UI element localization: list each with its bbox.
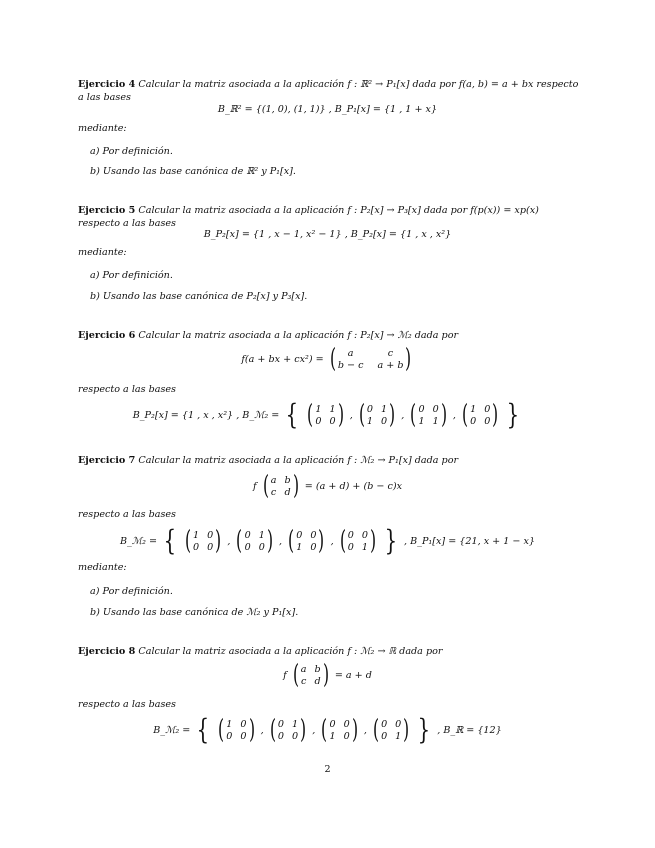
basis-matrix: ( 0 0 1 1 ) [410, 400, 447, 430]
ex6-respecto: respecto a las bases [78, 384, 176, 395]
basis-matrix: ( 1 0 0 0 ) [461, 400, 499, 430]
ex4-item-a: a) Por definición. [90, 146, 173, 157]
ex7-bases: B_ℳ₂ = { ( 1 0 0 0 ) , ( 0 1 0 0 ) , ( 0 0 1 0 ) , ( 0 0 0 1 ) } , B_P₁[x] = {21, x + 1 − x} [119, 524, 535, 557]
ex4-item-b: b) Usando las base canónica de ℝ² y P₁[x]. [90, 166, 296, 177]
ex4-mediante: mediante: [78, 123, 127, 134]
ex8-respecto: respecto a las bases [78, 699, 176, 710]
ex8-basis-lhs: B_ℳ₂ = [153, 724, 191, 736]
ex7-mediante: mediante: [78, 562, 127, 573]
ex8-statement [78, 645, 583, 658]
ex5-item-a: a) Por definición. [90, 270, 173, 281]
ex6-formula [0, 346, 655, 372]
ex7-text: Calcular la matriz asociada a la aplicación f : ℳ₂ → P₁[x] dada por [138, 455, 459, 466]
ex5-bases: B_P₂[x] = {1 , x − 1, x² − 1} , B_P₂[x] = {1 , x , x²} [203, 229, 452, 240]
ex8-text: Calcular la matriz asociada a la aplicación f : ℳ₂ → ℝ dada por [138, 646, 443, 657]
ex5-text: Calcular la matriz asociada a la aplicación f : P₂[x] → P₃[x] dada por f(p(x)) = xp(x) respecto a las bases [78, 205, 539, 229]
ex7-respecto: respecto a las bases [78, 509, 176, 520]
ex5-mediante: mediante: [78, 247, 127, 258]
ex7-formula-matrix: ( a b c d ) [262, 471, 299, 501]
ex6-formula-matrix: ( a c b − c a + b ) [329, 344, 412, 374]
ex4-statement [78, 78, 583, 104]
ex7-item-b: b) Usando las base canónica de ℳ₂ y P₁[x]. [90, 607, 299, 618]
basis-matrix: ( 0 0 0 1 ) [339, 526, 377, 556]
ex8-formula-f: f [283, 669, 287, 681]
page-number: 2 [324, 764, 331, 775]
basis-matrix: ( 0 0 1 0 ) [321, 715, 358, 745]
ex6-bases: B_P₂[x] = {1 , x , x²} , B_ℳ₂ = { ( 1 1 0 0 ) , ( 0 1 1 0 ) , ( 0 0 1 1 ) , ( 1 0 0 0 ) } [132, 398, 520, 431]
basis-matrix: ( 0 0 1 0 ) [288, 526, 325, 556]
ex8-formula-matrix: ( a b c d ) [292, 660, 329, 690]
ex5-item-b: b) Usando las base canónica de P₂[x] y P₃[x]. [90, 291, 308, 302]
ex6-label: Ejercicio 6 [78, 330, 136, 341]
basis-matrix: ( 1 0 0 0 ) [218, 715, 255, 745]
ex4-label: Ejercicio 4 [78, 79, 136, 90]
ex5-statement [78, 204, 583, 230]
basis-matrix: ( 0 1 0 0 ) [269, 715, 307, 745]
ex7-formula-f: f [252, 480, 257, 492]
ex6-formula-lhs: f(a + bx + cx²) = [241, 353, 324, 365]
ex8-formula-rhs: = a + d [334, 669, 372, 681]
ex6-basis-lhs: B_P₂[x] = {1 , x , x²} , B_ℳ₂ = [132, 409, 280, 421]
ex6-text: Calcular la matriz asociada a la aplicación f : P₂[x] → ℳ₂ dada por [138, 330, 459, 341]
ex6-statement [78, 329, 583, 342]
ex7-basis-rhs: , B_P₁[x] = {21, x + 1 − x} [404, 535, 535, 547]
matrix-entry: c [387, 347, 394, 359]
ex7-label: Ejercicio 7 [78, 455, 136, 466]
ex8-bases: B_ℳ₂ = { ( 1 0 0 0 ) , ( 0 1 0 0 ) , ( 0 0 1 0 ) , ( 0 0 0 1 ) } , B_ℝ = {12} [153, 713, 502, 746]
ex7-item-a: a) Por definición. [90, 586, 173, 597]
basis-matrix: ( 0 0 0 1 ) [372, 715, 410, 745]
basis-matrix: ( 1 1 0 0 ) [307, 400, 344, 430]
matrix-entry: b − c [337, 359, 364, 371]
matrix-entry: a + b [377, 359, 404, 371]
ex7-formula [0, 473, 655, 499]
ex7-formula-rhs: = (a + d) + (b − c)x [304, 480, 403, 492]
basis-matrix: ( 0 1 0 0 ) [236, 526, 273, 556]
ex8-label: Ejercicio 8 [78, 646, 136, 657]
ex5-label: Ejercicio 5 [78, 205, 136, 216]
ex8-formula [0, 662, 655, 688]
basis-matrix: ( 1 0 0 0 ) [184, 526, 222, 556]
basis-matrix: ( 0 1 1 0 ) [358, 400, 396, 430]
ex4-bases: B_ℝ² = {(1, 0), (1, 1)} , B_P₁[x] = {1 , 1 + x} [217, 104, 438, 115]
ex7-statement [78, 454, 583, 467]
ex7-basis-lhs: B_ℳ₂ = [119, 535, 158, 547]
matrix-entry: a [347, 347, 354, 359]
ex4-text: Calcular la matriz asociada a la aplicación f : ℝ² → P₁[x] dada por f(a, b) = a + bx respecto a las bases [78, 79, 579, 103]
ex8-basis-rhs: , B_ℝ = {12} [437, 724, 502, 736]
